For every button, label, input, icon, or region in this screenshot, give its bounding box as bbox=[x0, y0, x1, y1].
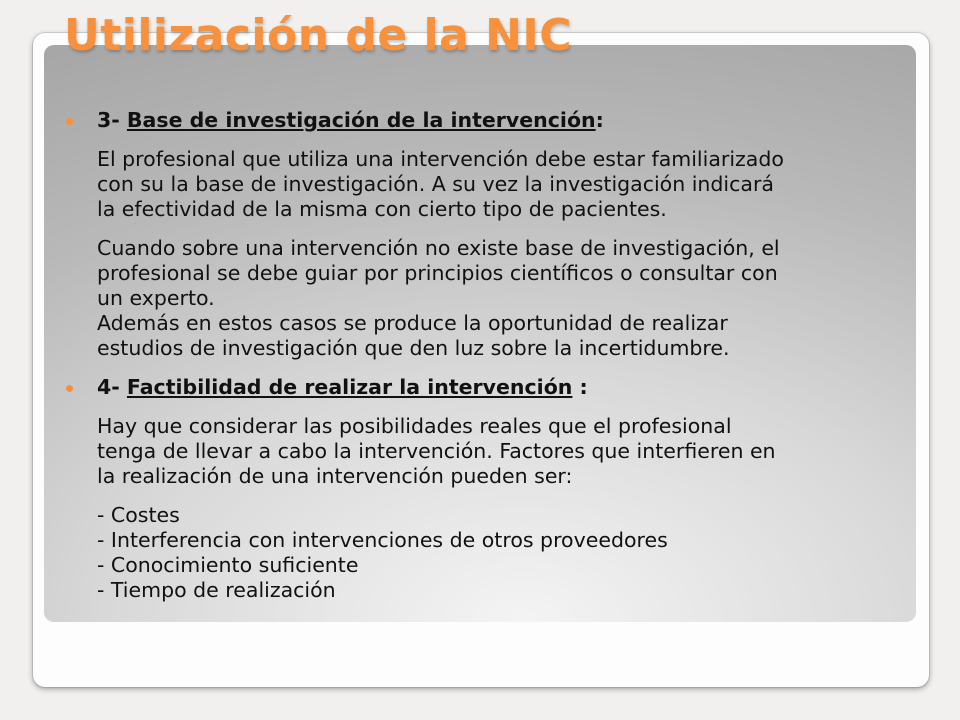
body-line: Hay que considerar las posibilidades reales que el profesional bbox=[97, 414, 732, 438]
bullet-icon bbox=[66, 385, 73, 392]
body-line: El profesional que utiliza una intervención debe estar familiarizado bbox=[97, 147, 784, 171]
item-heading bbox=[97, 375, 906, 400]
body-line: la realización de una intervención pueden ser: bbox=[97, 464, 573, 488]
item-number: 4- bbox=[97, 375, 120, 399]
item-heading-text: Base de investigación de la intervención bbox=[126, 108, 596, 132]
body-line: Además en estos casos se produce la oportunidad de realizar bbox=[97, 311, 728, 335]
bullet-item-3 bbox=[66, 108, 906, 361]
list-line: - Conocimiento suficiente bbox=[97, 553, 359, 577]
list-line: - Interferencia con intervenciones de otros proveedores bbox=[97, 528, 668, 552]
body-line: Cuando sobre una intervención no existe base de investigación, el bbox=[97, 236, 780, 260]
item-heading-suffix: : bbox=[572, 375, 588, 399]
body-line: un experto. bbox=[97, 286, 215, 310]
item-heading-suffix: : bbox=[595, 108, 604, 132]
list-line: - Tiempo de realización bbox=[97, 578, 336, 602]
item-heading bbox=[97, 108, 906, 133]
body-line: tenga de llevar a cabo la intervención. Factores que interfieren en bbox=[97, 439, 776, 463]
item-heading-text: Factibilidad de realizar la intervención bbox=[126, 375, 573, 399]
slide-content bbox=[66, 108, 906, 603]
body-line: profesional se debe guiar por principios científicos o consultar con bbox=[97, 261, 778, 285]
body-line: la efectividad de la misma con cierto tipo de pacientes. bbox=[97, 197, 667, 221]
list-line: - Costes bbox=[97, 503, 180, 527]
body-line: con su la base de investigación. A su vez la investigación indicará bbox=[97, 172, 774, 196]
slide-title: Utilización de la NIC bbox=[64, 10, 573, 61]
bullet-item-4 bbox=[66, 375, 906, 603]
bullet-icon bbox=[66, 118, 73, 125]
body-line: estudios de investigación que den luz sobre la incertidumbre. bbox=[97, 336, 730, 360]
item-number: 3- bbox=[97, 108, 120, 132]
